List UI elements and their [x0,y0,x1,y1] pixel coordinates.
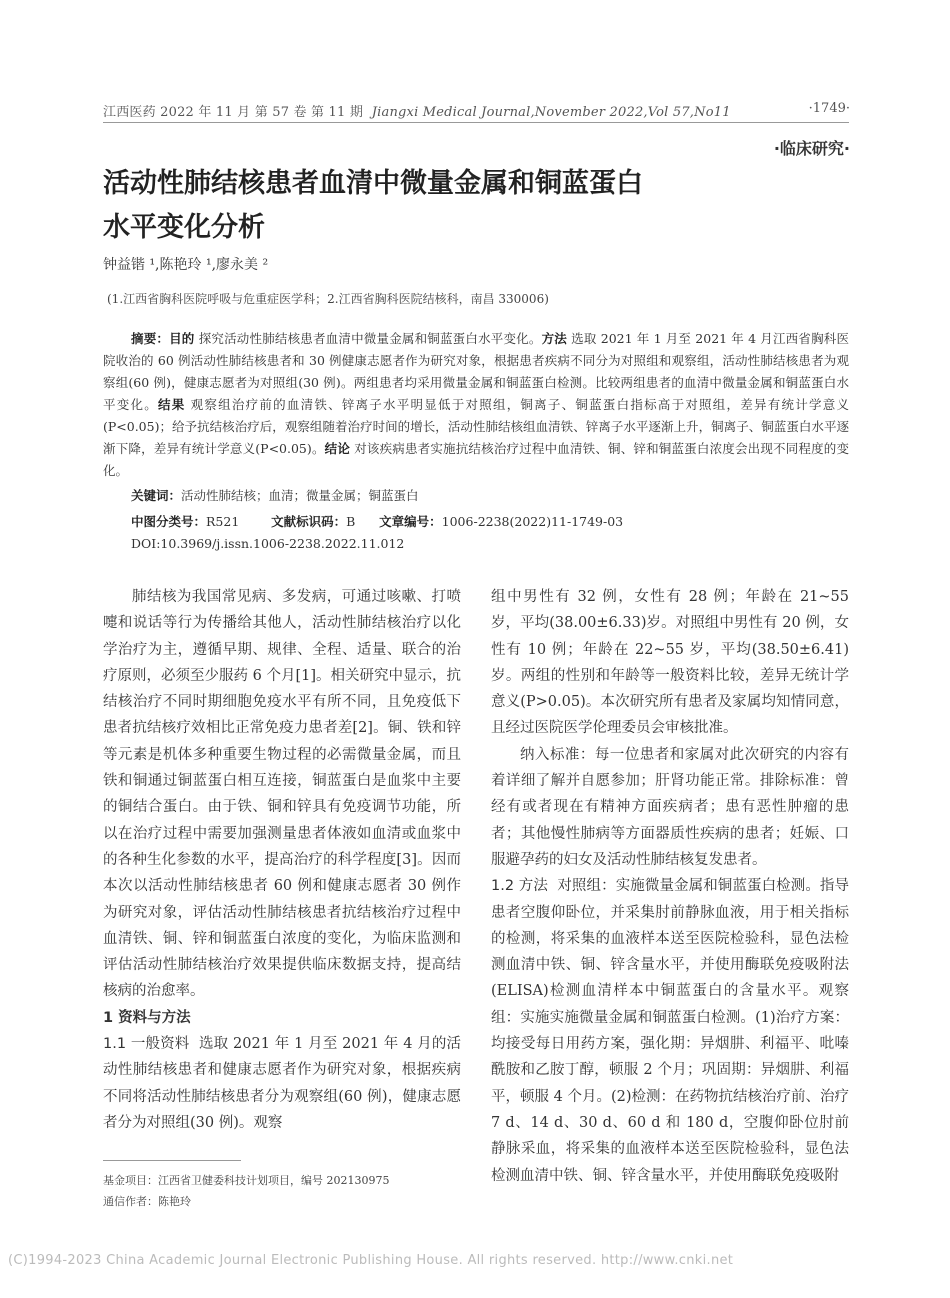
footnote-rule [103,1160,241,1161]
header-rule [103,122,849,123]
abstract-label: 摘要： [131,331,170,346]
journal-en: Jiangxi Medical Journal,November 2022,Vol 57,No11 [371,105,731,120]
running-header [103,101,731,120]
heading-materials-methods: 1 资料与方法 [103,1009,191,1026]
corresponding-author: 通信作者：陈艳玲 [103,1195,191,1208]
general-data-text: 选取 2021 年 1 月至 2021 年 4 月的活动性肺结核患者和健康志愿者作为研究对象，根据疾病不同将活动性肺结核患者分为观察组(60 例)，健康志愿者分为对照组(30 例)。观察 [103,1036,462,1131]
article-title: 活动性肺结核患者血清中微量金属和铜蓝蛋白水平变化分析 [103,168,643,243]
purpose-text: 探究活动性肺结核患者血清中微量金属和铜蓝蛋白水平变化。 [198,331,542,346]
method-text: 选取 2021 年 1 月至 2021 年 4 月江西省胸科医院收治的 60 例活动性肺结核患者和 30 例健康志愿者作为研究对象，根据患者疾病不同分为对照组和观察组，活动性肺结核患者为观察组(60 例)，健康志愿者为对照组(30 例)。两组患者均采用微量金属和铜蓝蛋白检测。比较两组患者的血清中微量金属和铜蓝蛋白水平变化。 [103,331,849,412]
conclusion-text: 对该疾病患者实施抗结核治疗过程中血清铁、铜、锌和铜蓝蛋白浓度会出现不同程度的变化。 [103,441,849,478]
abstract [103,328,849,482]
right-column [491,584,849,1189]
keywords-text: 活动性肺结核；血清；微量金属；铜蓝蛋白 [181,488,419,503]
doi: DOI:10.3969/j.issn.1006-2238.2022.11.012 [131,536,405,551]
journal-cn: 江西医药 2022 年 11 月 第 57 卷 第 11 期 [103,105,364,120]
group-details-paragraph: 组中男性有 32 例，女性有 28 例；年龄在 21~55 岁，平均(38.00±6.33)岁。对照组中男性有 20 例，女性有 10 例；年龄在 22~55 岁，平均(38.50±6.41)岁。两组的性别和年龄等一般资料比较，差异无统计学意义(P>0.05)。本次研究所有患者及家属均知情同意，且经过医院医学伦理委员会审核批准。 [491,589,849,737]
clc-value: R521 [206,514,240,529]
doc-code-value: B [346,514,356,529]
keywords-label: 关键词： [131,488,182,503]
fund-note: 基金项目：江西省卫健委科技计划项目，编号 202130975 [103,1174,390,1187]
subheading-general-data: 1.1 一般资料 [103,1036,190,1053]
authors: 钟益锴 ¹,陈艳玲 ¹,廖永美 ² [103,257,269,273]
result-text: 观察组治疗前的血清铁、锌离子水平明显低于对照组，铜离子、铜蓝蛋白指标高于对照组，差异有统计学意义(P<0.05)；给予抗结核治疗后，观察组随着治疗时间的增长，活动性肺结核组血清铁、锌离子水平逐渐上升，铜离子、铜蓝蛋白水平逐渐下降，差异有统计学意义(P<0.05)。 [103,397,849,456]
criteria-paragraph: 纳入标准：每一位患者和家属对此次研究的内容有着详细了解并自愿参加；肝肾功能正常。排除标准：曾经有或者现在有精神方面疾病者；患有恶性肿瘤的患者；其他慢性肺病等方面器质性疾病的患者；妊娠、口服避孕药的妇女及活动性肺结核复发患者。 [491,746,849,868]
subheading-methods: 1.2 方法 [491,878,548,895]
article-no-value: 1006-2238(2022)11-1749-03 [441,514,624,529]
section-label: ·临床研究· [773,139,850,158]
conclusion-label: 结论 [324,441,351,456]
methods-text: 对照组：实施微量金属和铜蓝蛋白检测。指导患者空腹仰卧位，并采集肘前静脉血液，用于相关指标的检测，将采集的血液样本送至医院检验科，显色法检测血清中铁、铜、锌含量水平，并使用酶联免疫吸附法(ELISA)检测血清样本中铜蓝蛋白的含量水平。观察组：实施实施微量金属和铜蓝蛋白检测。(1)治疗方案：均接受每日用药方案，强化期：异烟肼、利福平、吡嗪酰胺和乙胺丁醇，顿服 2 个月；巩固期：异烟肼、利福平，顿服 4 个月。(2)检测：在药物抗结核治疗前、治疗 7 d、14 d、30 d、60 d 和 180 d，空腹仰卧位肘前静脉采血，将采集的血液样本送至医院检验科，显色法检测血清中铁、铜、锌含量水平，并使用酶联免疫吸附 [491,878,850,1184]
affiliation: (1.江西省胸科医院呼吸与危重症医学科；2.江西省胸科医院结核科，南昌 330006) [107,292,549,306]
doc-code-label: 文献标识码： [271,514,347,529]
copyright-watermark: (C)1994-2023 China Academic Journal Electronic Publishing House. All rights reserved. http://www.cnki.net [8,1253,734,1268]
intro-paragraph: 肺结核为我国常见病、多发病，可通过咳嗽、打喷嚏和说话等行为传播给其他人，活动性肺结核治疗以化学治疗为主，遵循早期、规律、全程、适量、联合的治疗原则，必须至少服药 6 个月[1]。相关研究中显示，抗结核治疗不同时期细胞免疫水平有所不同，且免疫低下患者抗结核疗效相比正常免疫力患者差[2]。铜、铁和锌等元素是机体多种重要生物过程的必需微量金属，而且铁和铜通过铜蓝蛋白相互连接，铜蓝蛋白是血浆中主要的铜结合蛋白。由于铁、铜和锌具有免疫调节功能，所以在治疗过程中需要加强测量患者体液如血清或血浆中的各种生化参数的水平，提高治疗的科学程度[3]。因而本次以活动性肺结核患者 60 例和健康志愿者 30 例作为研究对象，评估活动性肺结核患者抗结核治疗过程中血清铁、铜、锌和铜蓝蛋白浓度的变化，为临床监测和评估活动性肺结核治疗效果提供临床数据支持，提高结核病的治愈率。 [103,589,461,1000]
result-label: 结果 [157,397,186,412]
classification [131,512,623,530]
purpose-label: 目的 [169,331,195,346]
article-no-label: 文章编号： [379,514,442,529]
page-number: ·1749· [808,101,850,116]
left-column [103,584,461,1136]
clc-label: 中图分类号： [131,514,207,529]
keywords [131,486,419,504]
method-label: 方法 [541,331,567,346]
